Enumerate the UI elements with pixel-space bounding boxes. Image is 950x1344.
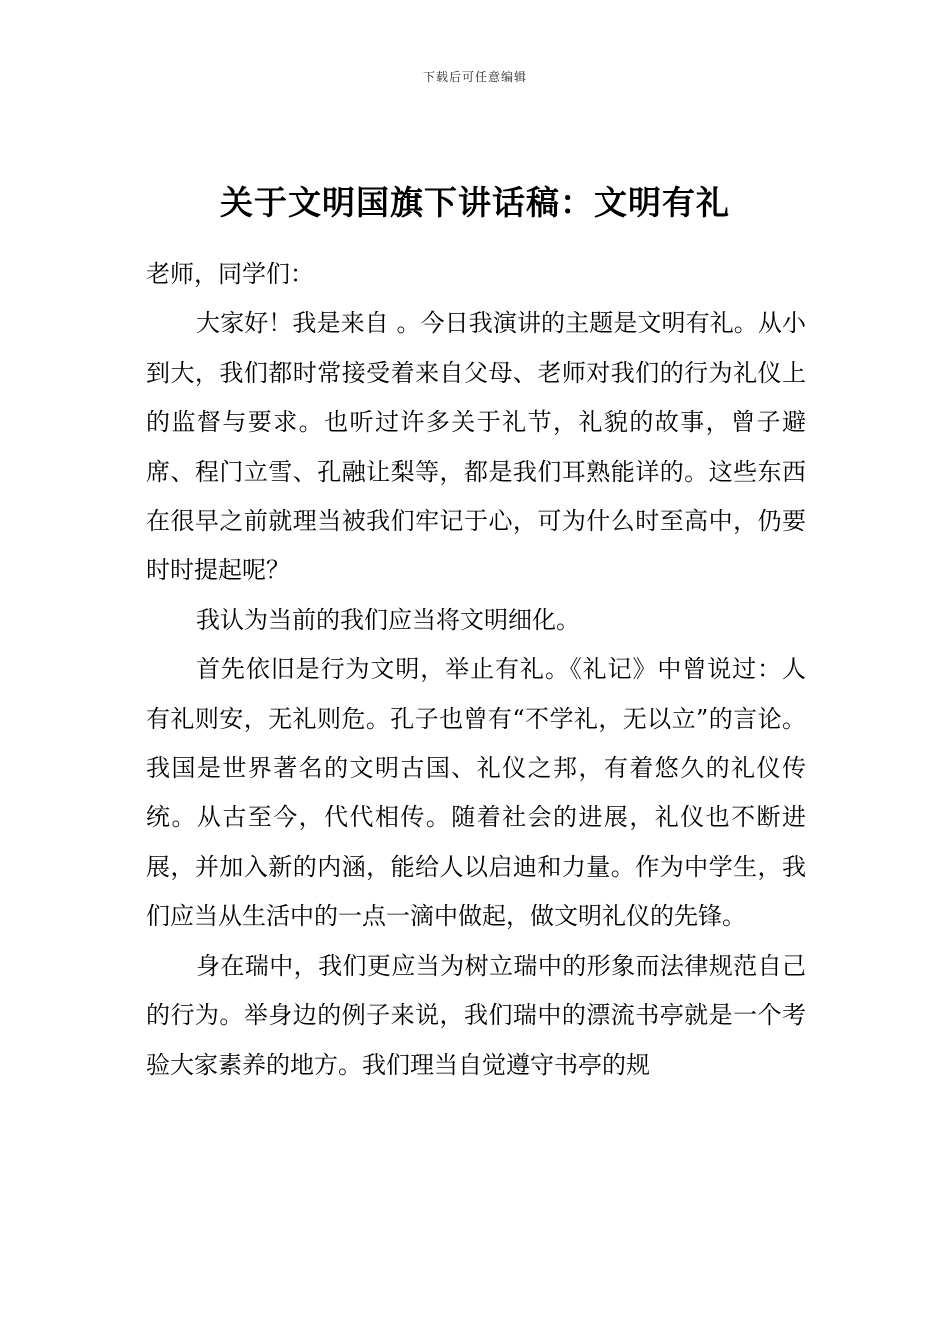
paragraph: 大家好！我是来自 。今日我演讲的主题是文明有礼。从小到大，我们都时常接受着来自父母、老师对我们的行为礼仪上的监督与要求。也听过许多关于礼节，礼貌的故事，曾子避席、程门立雪、孔融让梨等，都是我们耳熟能详的。这些东西在很早之前就理当被我们牢记于心，可为什么时至高中，仍要时时提起呢？: [146, 309, 806, 585]
document-body: [146, 250, 806, 1090]
paragraph: 首先依旧是行为文明，举止有礼。《礼记》中曾说过：人有礼则安，无礼则危。孔子也曾有“不学礼，无以立”的言论。我国是世界著名的文明古国、礼仪之邦，有着悠久的礼仪传统。从古至今，代代相传。随着社会的进展，礼仪也不断进展，并加入新的内涵，能给人以启迪和力量。作为中学生，我们应当从生活中的一点一滴中做起，做文明礼仪的先锋。: [146, 655, 806, 931]
paragraph: 身在瑞中，我们更应当为树立瑞中的形象而法律规范自己的行为。举身边的例子来说，我们瑞中的漂流书亭就是一个考验大家素养的地方。我们理当自觉遵守书亭的规: [146, 951, 806, 1079]
paragraph: 我认为当前的我们应当将文明细化。: [196, 605, 580, 634]
header-note: 下载后可任意编辑: [422, 70, 527, 84]
salutation: 老师，同学们：: [146, 260, 314, 288]
document-title: 关于文明国旗下讲话稿：文明有礼: [220, 183, 730, 222]
